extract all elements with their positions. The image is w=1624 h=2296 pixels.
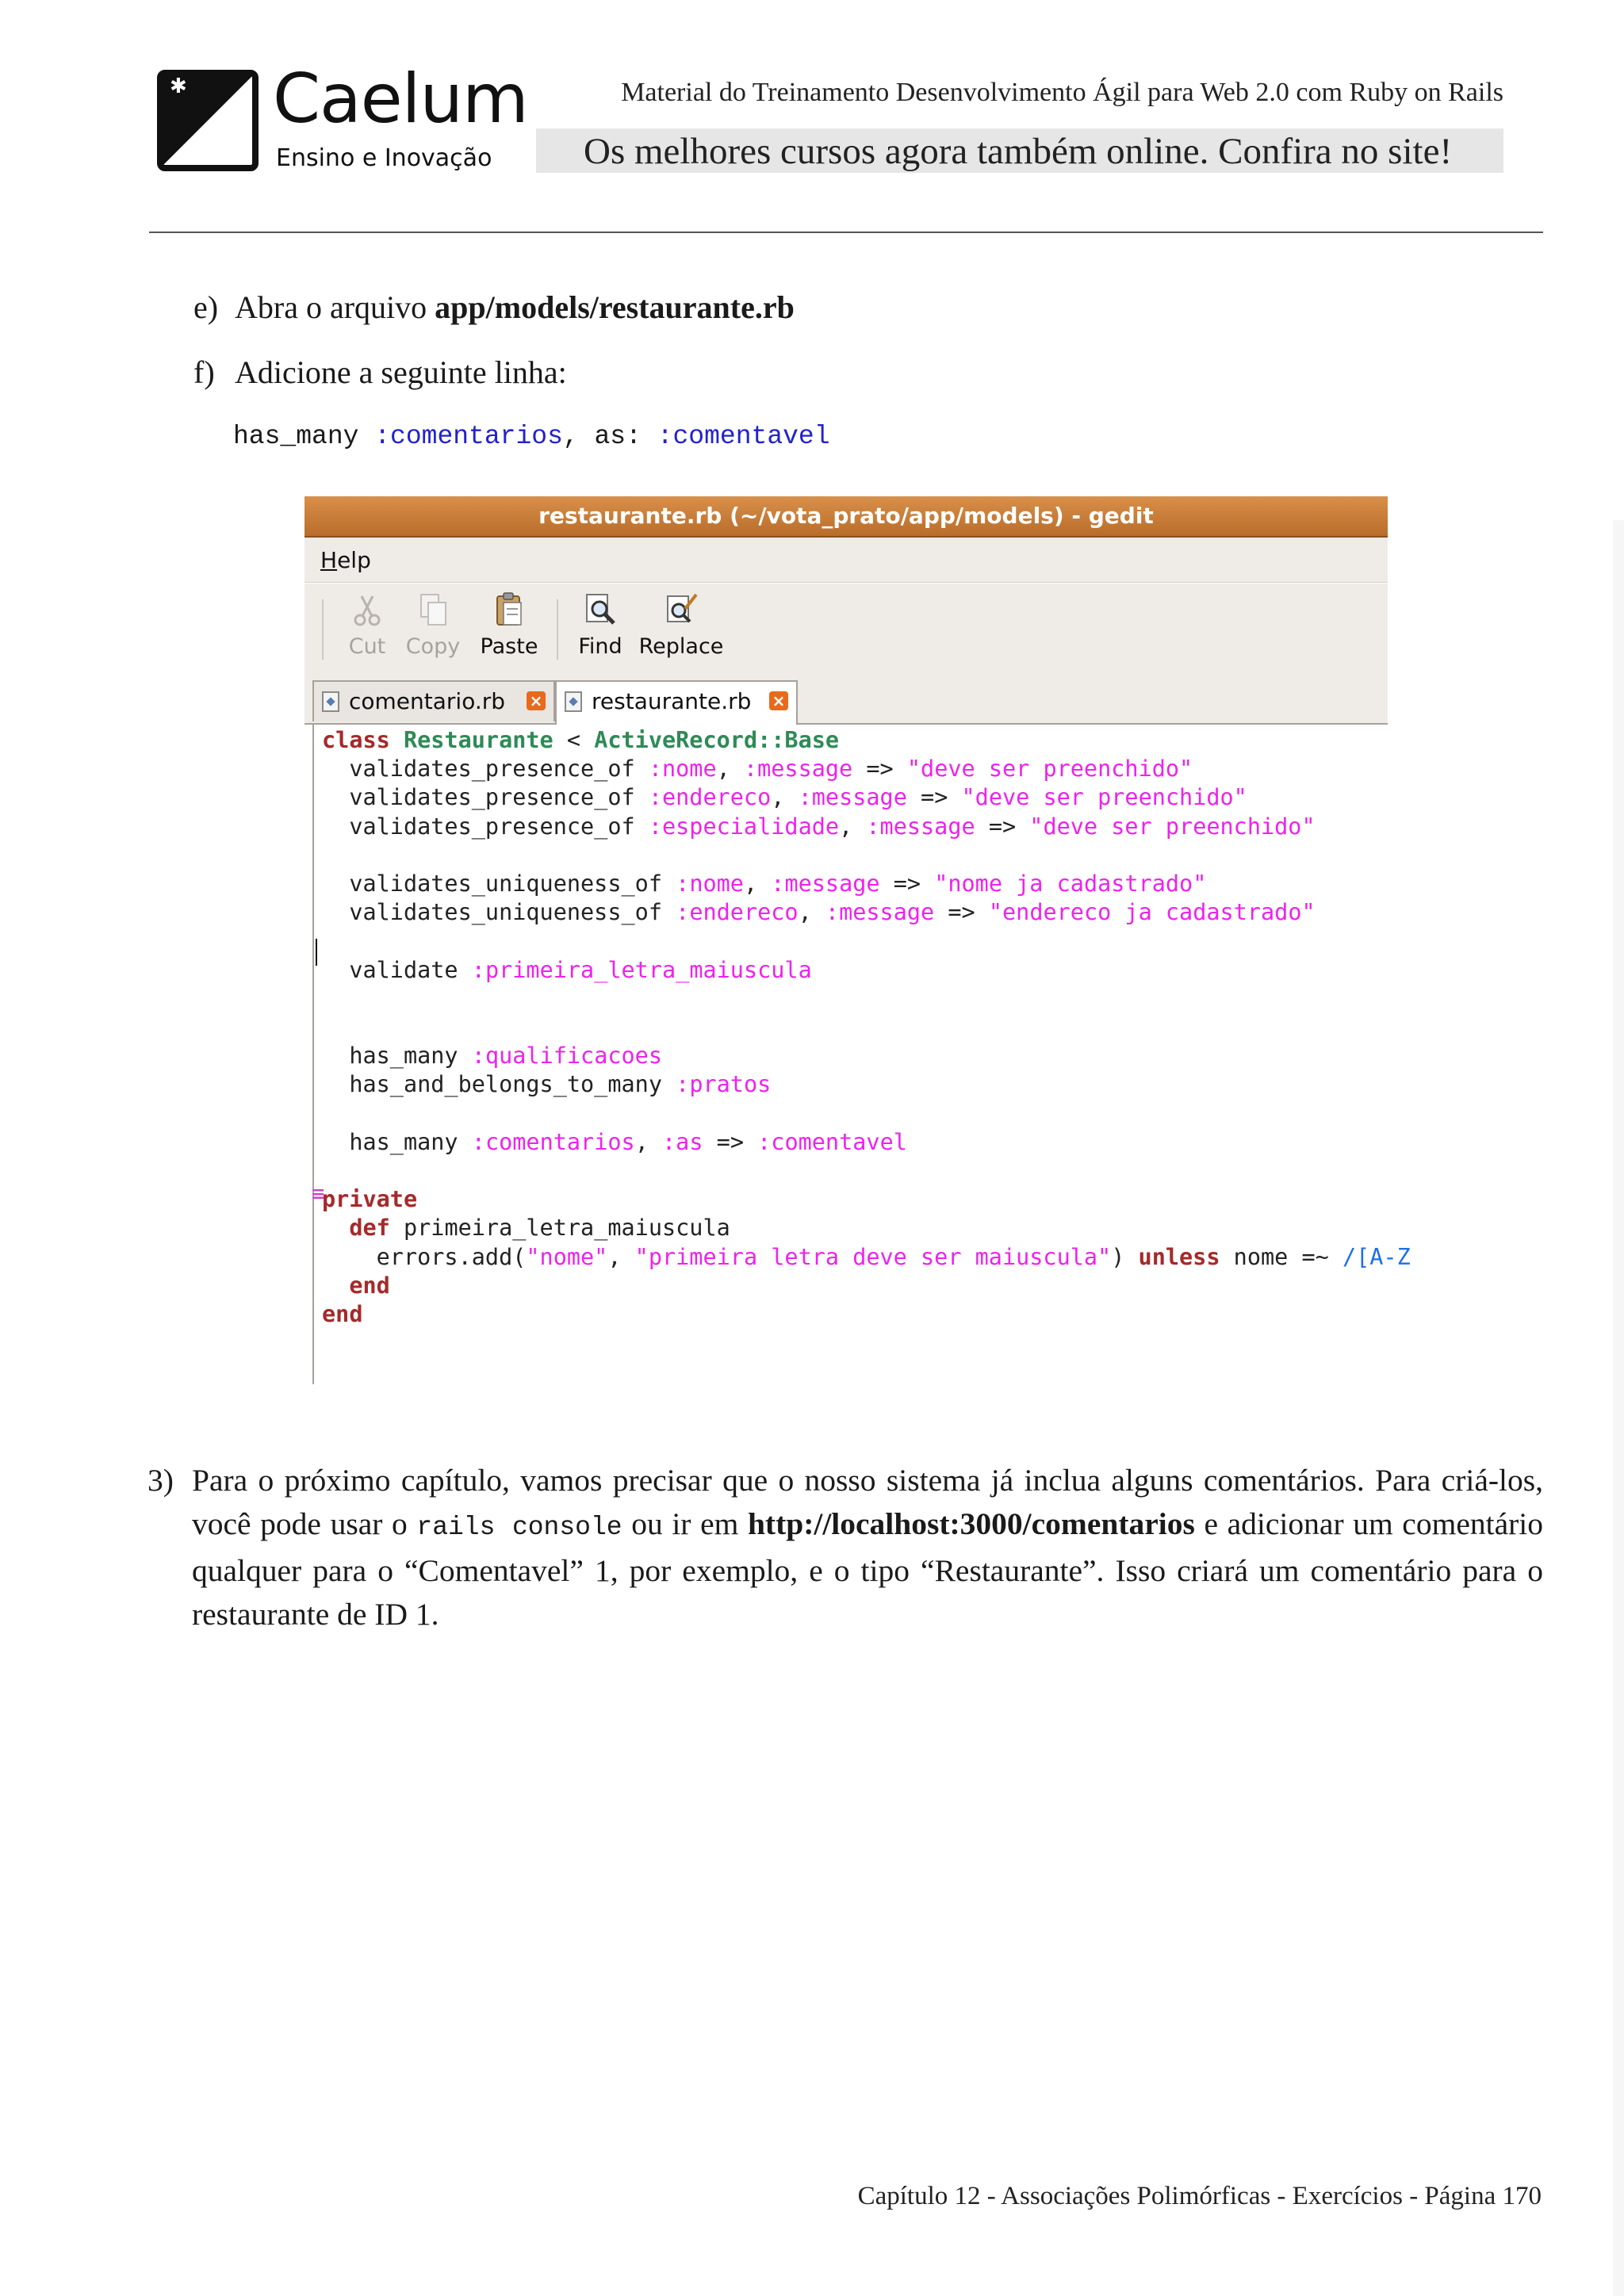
file-path: app/models/restaurante.rb [435,289,795,325]
find-icon [582,591,619,628]
cut-button[interactable]: Cut [339,588,395,659]
code-snippet: has_many :comentarios, as: :comentavel [233,422,830,451]
menubar [304,538,1388,583]
code-editor[interactable] [311,725,1411,1384]
scissors-icon [349,591,385,628]
editor-text: class Restaurante < ActiveRecord::Base validates_presence_of :nome, :message => "deve ser preenchido" validates_presence_of :endereco, :message => "deve ser preenchido" validates_presence_of :especialidade, :message => "deve ser preenchido" validates_uniqueness_of :nome, :message => "nome ja cadastrado" validates_uniqueness_of :endereco, :message => "endereco ja cadastrado" validate :primeira_letra_maiuscula has_many :qualificacoes has_and_belongs_to_many :pratos has_many :comentarios, :as => :comentavel private def primeira_letra_maiuscula errors.add("nome", "primeira letra deve ser maiuscula") unless nome =~ /[A-Z end end [322,727,1411,1328]
menu-help[interactable]: Help [320,547,371,573]
logo-mark [157,70,259,171]
close-icon[interactable]: × [527,691,546,710]
fold-marker: ≡ [311,1184,326,1204]
inline-code: rails console [416,1513,622,1542]
caelum-logo [157,59,528,176]
header-title: Material do Treinamento Desenvolvimento Ágil para Web 2.0 com Ruby on Rails [621,78,1503,107]
localhost-link[interactable]: http://localhost:3000/comentarios [747,1506,1195,1541]
logo-name: Caelum [273,59,528,139]
copy-button[interactable]: Copy [403,588,463,659]
toolbar-separator [322,599,324,660]
tab-comentario[interactable]: comentario.rb × [312,680,555,721]
gedit-window [304,496,1411,1384]
toolbar [304,584,1388,675]
step-f: f) Adicione a seguinte linha: [193,354,567,390]
tab-bar [304,675,1388,725]
window-titlebar [304,496,1388,538]
text-cursor [316,939,317,966]
logo-tagline: Ensino e Inovação [276,144,492,172]
header-divider [149,232,1543,233]
toolbar-separator [557,599,558,660]
copy-icon [415,591,451,628]
replace-icon [663,591,699,628]
page-edge-shade [1613,520,1624,2296]
header-banner [536,128,1503,173]
header-banner-text: Os melhores cursos agora também online. Confira no site! [584,131,1453,172]
step-e: e) Abra o arquivo app/models/restaurante.rb [193,289,795,325]
paste-button[interactable]: Paste [476,588,542,659]
replace-button[interactable]: Replace [636,588,726,659]
document-icon [565,691,582,712]
document-icon [322,691,339,712]
step-3-text: Para o próximo capítulo, vamos precisar que o nosso sistema já inclua alguns comentários. Para criá-los, você pode usar o rails console ou ir em http://localhost:3000/comentarios e adicionar um comentário qualquer para o “Comentavel” 1, por exemplo, e o tipo “Restaurante”. Isso criará um comentário para o restaurante de ID 1. [192,1463,1543,1632]
star-icon: ✱ [170,75,187,98]
tab-restaurante[interactable]: restaurante.rb × [555,680,798,725]
clipboard-icon [491,591,527,628]
page-footer: Capítulo 12 - Associações Polimórficas - Exercícios - Página 170 [857,2182,1542,2210]
window-title: restaurante.rb (~/vota_prato/app/models) - gedit [538,503,1154,529]
find-button[interactable]: Find [573,588,628,659]
close-icon[interactable]: × [769,691,788,710]
